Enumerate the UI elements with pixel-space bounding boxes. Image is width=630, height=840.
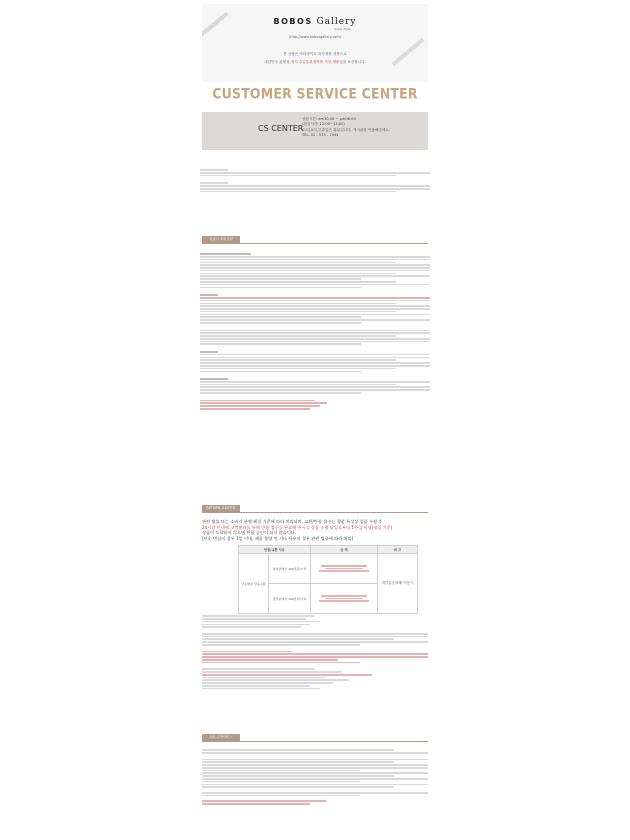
table-cell (311, 554, 378, 584)
table-cell: 대한통운택배 이용시 (378, 554, 418, 614)
fine-print-block (200, 168, 430, 193)
return-fee-table (238, 545, 418, 614)
section-divider (202, 243, 428, 244)
brand-since: Since 2001 (334, 27, 351, 31)
table-header: 반품/교환 사유 (239, 546, 311, 554)
section-tag-as: A/S 고객서비스 (202, 734, 240, 741)
brand-url: (http://www.bobosgallery.com) (289, 35, 341, 39)
brand-logo: BOBOS Gallery (273, 17, 357, 27)
section-divider (202, 741, 428, 742)
table-cell: 정상판매가 100만원 이상 (269, 554, 311, 584)
table-header: 금 액 (311, 546, 378, 554)
section-tag-return: RETURN 교환/반품 (202, 505, 240, 512)
table-cell: 단순변심 상품교환 (239, 554, 269, 614)
cs-center-box (202, 112, 428, 150)
cs-title: CUSTOMER SERVICE CENTER (212, 84, 418, 103)
table-cell (311, 584, 378, 614)
notice-block (200, 252, 430, 411)
intro-text: 대한민국 관세청 정식 수입통관절차를 거친 정품임을 보증합니다. (264, 60, 366, 64)
section-divider (202, 512, 428, 513)
cs-center-info: 상담시간: am10:00 ~ pm06:00 (점심시간: 12:00~13:00) 토/일요일,공휴일은 휴무입니다. 게시판을 이용해주세요. TEL. 02 - 575 - 7444 (302, 117, 390, 138)
return-notice: 관련 법률 또는 소비자 분쟁 해결 기준에 따라 처리되며, 교환/반품 접수는 행품 특성상 상품 수령 후 24시간 이내에 고객센터를 통해 반품 접수를 완료해 주시고 상품 수령 당일로부터 1주일 이내(평일 기준) 상품이 도착하지 않으면 반품 승인이 되지 않습니다. [단순 변심의 경우 7일 이내, 제품 불량 및 기타 사유의 경우 관련 법규에 따라 처리] (202, 519, 393, 541)
brand-banner (202, 4, 428, 82)
return-conditions (202, 614, 428, 691)
table-header: 비 고 (378, 546, 418, 554)
product-detail-page (200, 0, 430, 840)
cs-center-label: CS CENTER (258, 124, 304, 133)
intro-text: 본 상품은 아더라이트 자사정품 상품으로 (283, 52, 347, 56)
section-tag-notice: 취급시 주의사항 (202, 236, 240, 243)
table-cell: 정상판매가 100만원 이하 (269, 584, 311, 614)
as-service-block (202, 748, 428, 806)
